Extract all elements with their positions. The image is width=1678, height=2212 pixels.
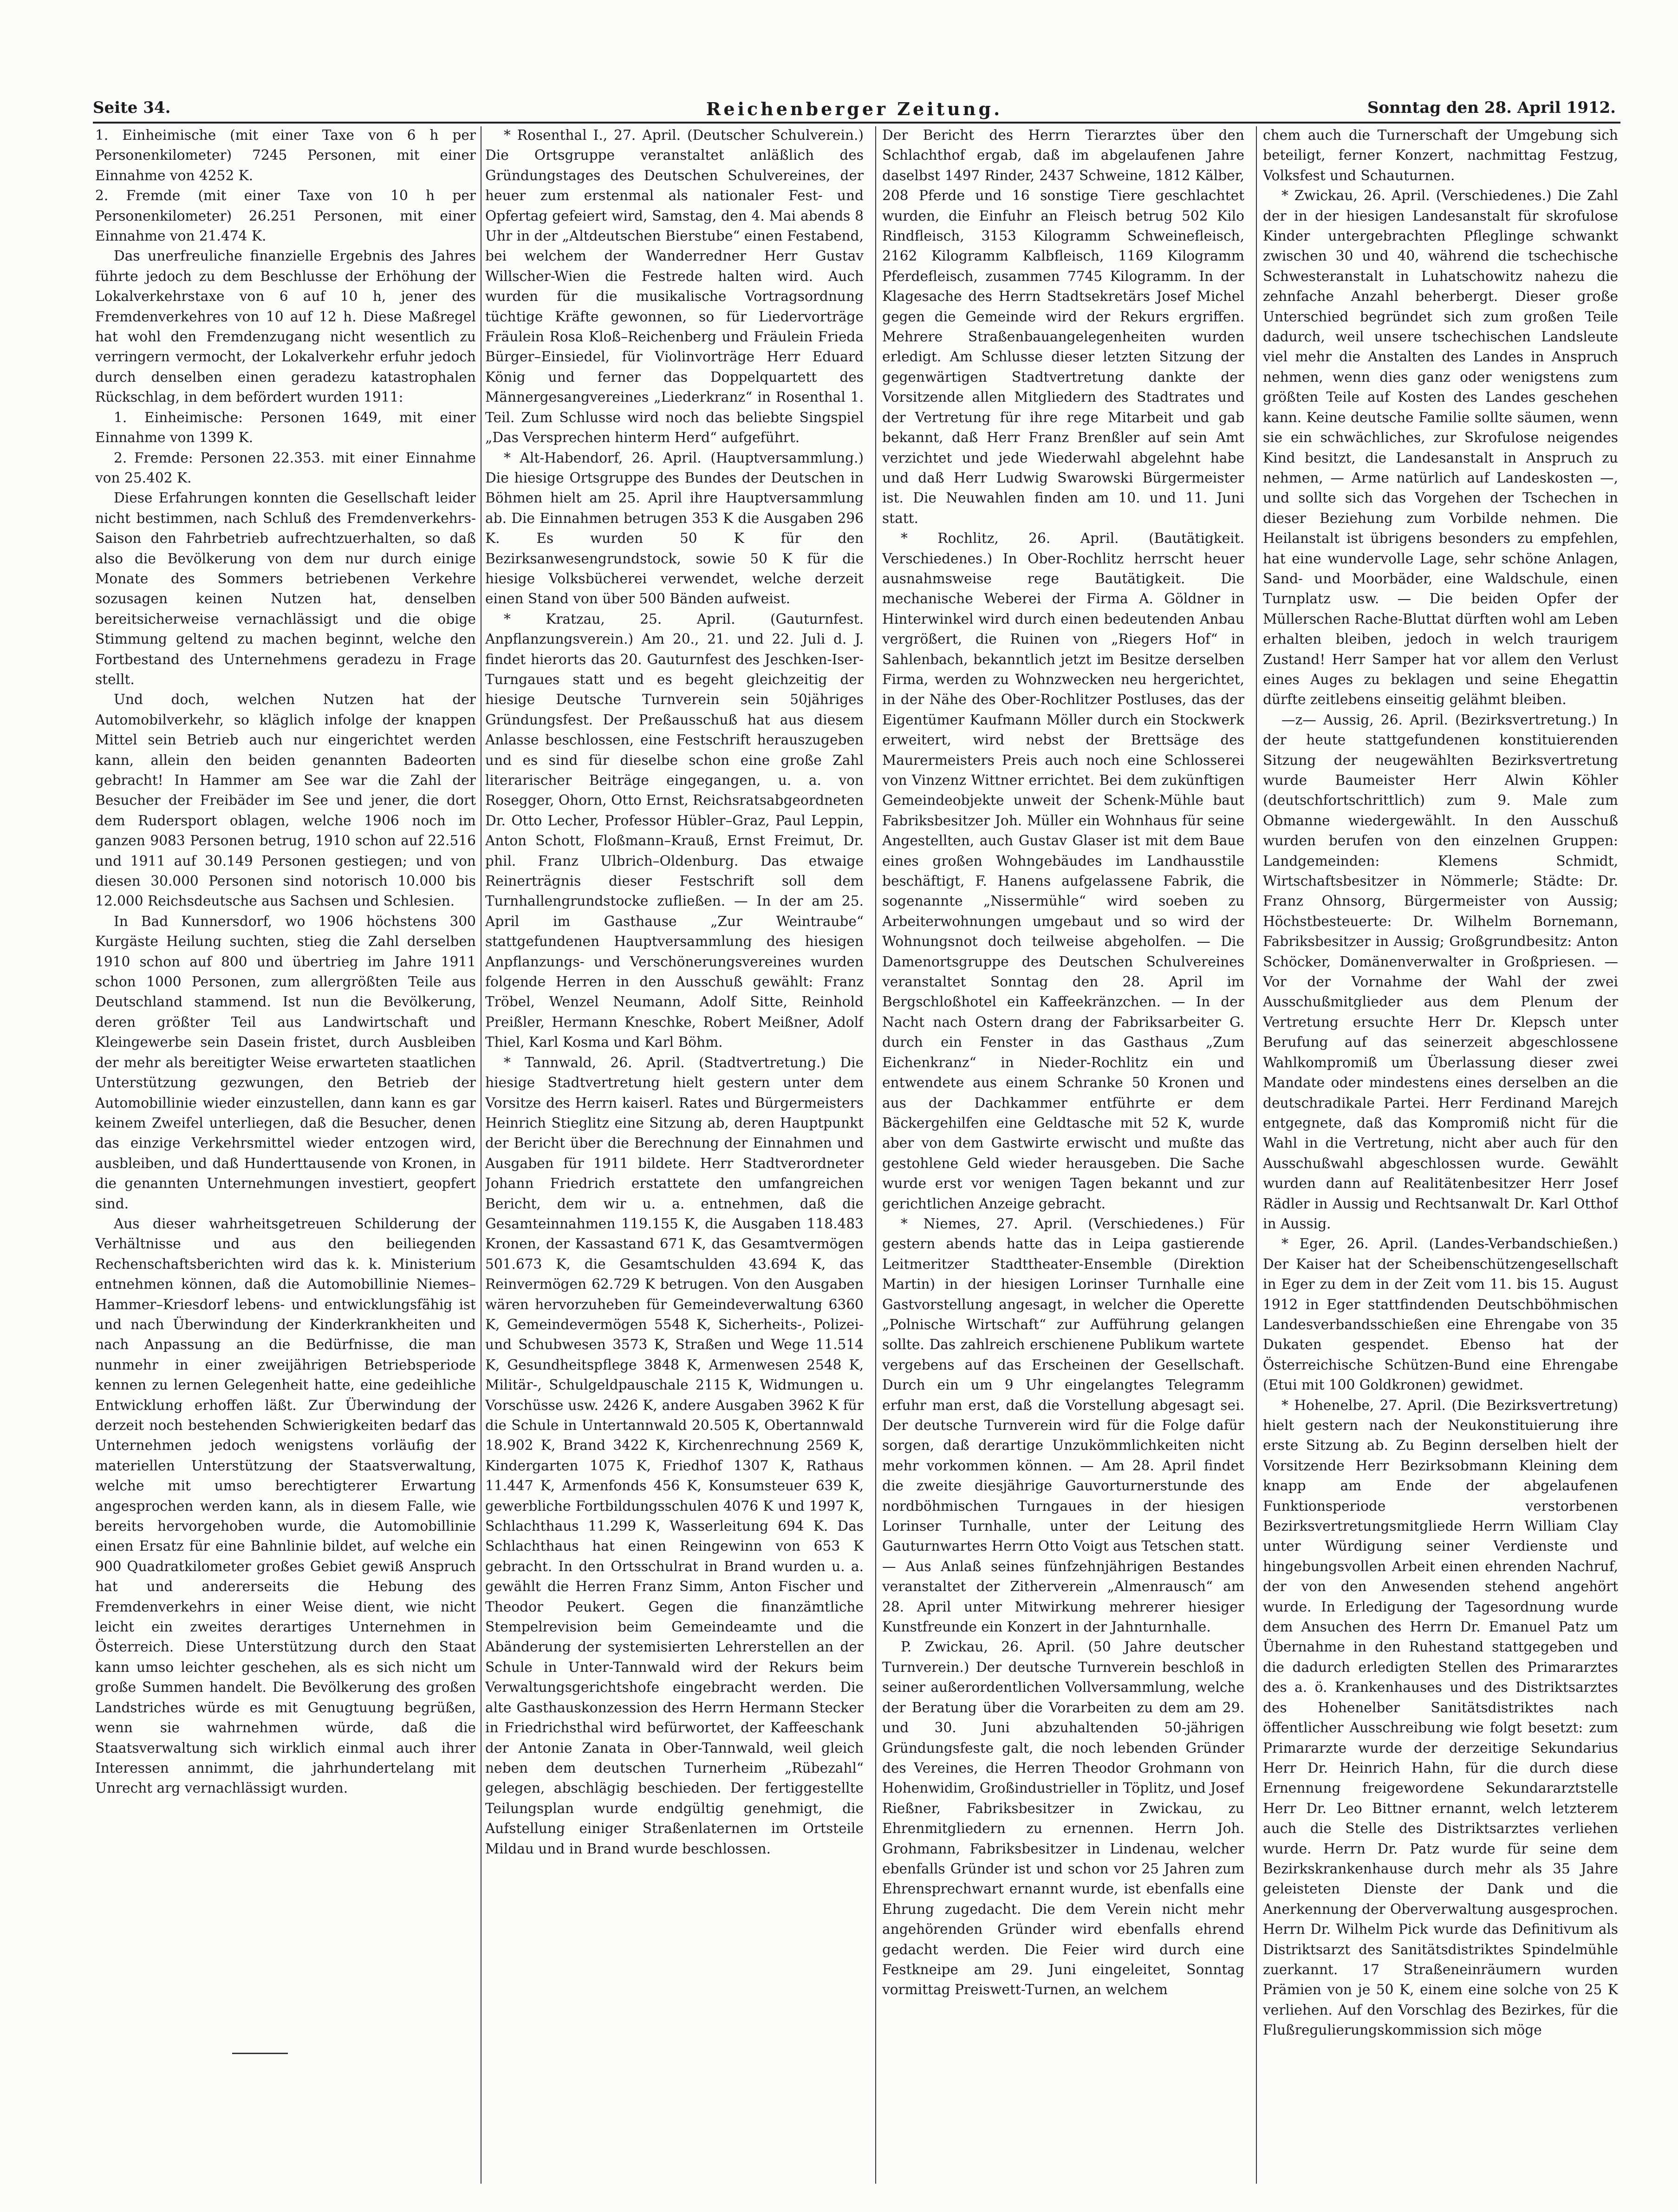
news-item-kratzau: * Kratzau, 25. April. (Gauturnfest. Anpflanzungsverein.) Am 20., 21. und 22. Juli d. J. findet hierorts das 20. Gauturnfest des Jeschken-Iser-Turngaues statt und es begeht gleichzeitig der hiesige Deutsche Turnverein sein 50jähriges Gründungsfest. Der Preßausschuß hat aus diesem Anlasse beschlossen, eine Festschrift herauszugeben und es sind für dieselbe schon eine große Zahl literarischer Beiträge eingegangen, u. a. von Rosegger, Ohorn, Otto Ernst, Reichsratsabgeordneten Dr. Otto Lecher, Professor Hübler–Graz, Paul Leppin, Anton Schott, Floßmann–Krauß, Ernst Freimut, Dr. phil. Franz Ulbrich–Oldenburg. Das etwaige Reinerträgnis dieser Festschrift soll dem Turnhallengrundstocke zufließen. — In der am 25. April im Gasthause „Zur Weintraube“ stattgefundenen Hauptversammlung des hiesigen Anpflanzungs- und Verschönerungsvereines wurden folgende Herren in den Ausschuß gewählt: Franz Tröbel, Wenzel Neumann, Adolf Sitte, Reinhold Preißler, Hermann Kneschke, Robert Meißner, Adolf Thiel, Karl Kosma und Karl Böhm. [485, 611, 864, 1051]
column-2 [485, 125, 864, 2178]
paragraph: Diese Erfahrungen konnten die Gesellschaft leider nicht bestimmen, nach Schluß des Fremdenverkehrs-Saison den Fahrbetrieb aufrechtzuerhalten, so daß also die Bevölkerung von dem nur durch einige Monate des Sommers betriebenen Verkehre sozusagen keinen Nutzen hat, denselben bereitsicherweise vernachlässigt und die obige Stimmung geltend zu machen beginnt, welche den Fortbestand des Unternehmens geradezu in Frage stellt. [95, 490, 476, 687]
paragraph: Das unerfreuliche finanzielle Ergebnis des Jahres führte jedoch zu dem Beschlusse der Erhöhung der Lokalverkehrstaxe von 6 auf 10 h, jener des Fremdenverkehres von 10 auf 12 h. Diese Maßregel hat wohl den Fremdenzugang nicht wesentlich zu verringern vermocht, der Lokalverkehr erfuhr jedoch durch denselben einen geradezu katastrophalen Rückschlag, in dem befördert wurden 1911: [95, 248, 476, 405]
column-1 [95, 125, 476, 2178]
news-item-tannwald: * Tannwald, 26. April. (Stadtvertretung.) Die hiesige Stadtvertretung hielt gestern unter dem Vorsitze des Herrn kaiserl. Rates und Bürgermeisters Heinrich Stieglitz eine Sitzung ab, deren Hauptpunkt der Bericht über die Berechnung der Einnahmen und Ausgaben für 1911 bildete. Herr Stadtverordneter Johann Friedrich erstattete den umfangreichen Bericht, dem wir u. a. entnehmen, daß die Gesamteinnahmen 119.155 K, die Ausgaben 118.483 Kronen, der Kassastand 671 K, das Gesamtvermögen 501.673 K, die Gesamtschulden 43.694 K, das Reinvermögen 62.729 K betrugen. Von den Ausgaben wären hervorzuheben für Gemeindeverwaltung 6360 K, Gemeindevermögen 5548 K, Sicherheits-, Polizei- und Schubwesen 3573 K, Straßen und Wege 11.514 K, Gesundheitspflege 3848 K, Armenwesen 2548 K, Militär-, Schulgeldpauschale 2115 K, Widmungen u. Vorschüsse usw. 2426 K, andere Ausgaben 3962 K für die Schule in Untertannwald 20.505 K, Obertannwald 18.902 K, Brand 3422 K, Kirchenrechnung 2569 K, Kindergarten 1075 K, Friedhof 1307 K, Rathaus 11.447 K, Armenfonds 456 K, Konsumsteuer 639 K, gewerbliche Fortbildungsschulen 4076 K und 1997 K, Schlachthaus 11.299 K, Wasserleitung 694 K. Das Schlachthaus hat einen Reingewinn von 653 K gebracht. In den Ortsschulrat in Brand wurden u. a. gewählt die Herren Franz Simm, Anton Fischer und Theodor Peukert. Gegen die finanzämtliche Stempelrevision beim Gemeindeamte und die Abänderung der systemisierten Lehrerstellen an der Schule in Unter-Tannwald wird der Rekurs beim Verwaltungsgerichtshofe eingebracht werden. Die alte Gasthauskonzession des Herrn Hermann Stecker in Friedrichsthal wird befürwortet, der Kaffeeschank der Antonie Zanata in Ober-Tannwald, weil gleich neben dem deutschen Turnerheim „Rübezahl“ gelegen, abschlägig beschieden. Der fertiggestellte Teilungsplan wurde endgültig genehmigt, die Aufstellung einiger Straßenlaternen im Ortsteile Mildau und in Brand wurde beschlossen. [485, 1054, 864, 1857]
masthead-title: Reichenberger Zeitung. [706, 98, 1003, 119]
news-item-hohenelbe: * Hohenelbe, 27. April. (Die Bezirksvertretung) hielt gestern nach der Neukonstituierung ihre erste Sitzung ab. Zu Beginn derselben hielt der Vorsitzende Herr Bezirksobmann Kleining dem knapp am Ende der abgelaufenen Funktionsperiode verstorbenen Bezirksvertretungsmitgliede Herrn William Clay unter Würdigung seiner Verdienste und hingebungsvollen Arbeit einen ehrenden Nachruf, der von den Anwesenden stehend angehört wurde. In Erledigung der Tagesordnung wurde dem Ansuchen des Herrn Dr. Emanuel Patz um Übernahme in den Ruhestand stattgegeben und die dadurch erledigten Stellen des Primararztes des a. ö. Krankenhauses und des Distriktsarztes des Hohenelber Sanitätsdistriktes nach öffentlicher Ausschreibung wie folgt besetzt: zum Primararzte wurde der derzeitige Sekundarius Herr Dr. Heinrich Hahn, für die durch diese Ernennung freigewordene Sekundararztstelle Herr Dr. Leo Bittner ernannt, welch letzterem auch die Stelle des Distriktsarztes verliehen wurde. Herrn Dr. Patz wurde für seine dem Bezirkskrankenhause durch mehr als 35 Jahre geleisteten Dienste der Dank und die Anerkennung der Oberverwaltung ausgesprochen. Herrn Dr. Wilhelm Pick wurde das Definitivum als Distriktsarzt des Sanitätsdistriktes Spindelmühle zuerkannt. 17 Straßeneinräumern wurden Prämien von je 50 K, einem eine solche von 25 K verliehen. Auf den Vorschlag des Bezirkes, für die Flußregulierungskommission sich möge [1263, 1397, 1618, 2038]
news-item-aussig: —z— Aussig, 26. April. (Bezirksvertretung.) In der heute stattgefundenen konstituierenden Sitzung der neugewählten Bezirksvertretung wurde Baumeister Herr Alwin Köhler (deutschfortschrittlich) zum 9. Male zum Obmanne wiedergewählt. In den Ausschuß wurden berufen von den einzelnen Gruppen: Landgemeinden: Klemens Schmidt, Wirtschaftsbesitzer in Nömmerle; Städte: Dr. Franz Ohnsorg, Bürgermeister von Aussig; Höchstbesteuerte: Dr. Wilhelm Bornemann, Fabriksbesitzer in Aussig; Großgrundbesitz: Anton Schöcker, Domänenverwalter in Großpriesen. — Vor der Vornahme der Wahl der zwei Ausschußmitglieder aus dem Plenum der Vertretung ersuchte Herr Dr. Klepsch unter Berufung auf das seinerzeit abgeschlossene Wahlkompromiß um Überlassung dieser zwei Mandate oder mindestens eines derselben an die deutschradikale Partei. Herr Ferdinand Marejch entgegnete, daß das Kompromiß nicht für die Wahl in die Vertretung, nicht aber auch für den Ausschußwahl abgeschlossen wurde. Gewählt wurden dann auf Realitätenbesitzer Herr Josef Rädler in Aussig und Rechtsanwalt Dr. Karl Otthof in Aussig. [1263, 711, 1618, 1232]
column-divider [875, 126, 876, 2184]
paragraph: In Bad Kunnersdorf, wo 1906 höchstens 300 Kurgäste Heilung suchten, stieg die Zahl derselben 1910 schon auf 800 und übertrieg im Jahre 1911 schon 1000 Personen, zum allergrößten Teile aus Deutschland stammend. Ist nun die Bevölkerung, deren größter Teil aus Landwirtschaft und Kleingewerbe sein Dasein fristet, durch Ausbleiben der mehr als bereitigter Weise erwarteten staatlichen Unterstützung gezwungen, den Betrieb der Automobillinie wieder einzustellen, dann kann es gar keinem Zweifel unterliegen, daß die Besucher, denen das einzige Verkehrsmittel wieder entzogen wird, ausbleiben, und daß Hunderttausende von Kronen, in die genannten Unternehmungen investiert, geopfert sind. [95, 913, 476, 1212]
paragraph: Aus dieser wahrheitsgetreuen Schilderung der Verhältnisse und aus den beiliegenden Rechenschaftsberichten wird das k. k. Ministerium entnehmen können, daß die Automobillinie Niemes–Hammer–Kriesdorf lebens- und entwicklungsfähig ist und nach Überwindung der Kinderkrankheiten und nach Anpassung an die Bedürfnisse, die man nunmehr in einer zweijährigen Betriebsperiode kennen zu lernen Gelegenheit hatte, eine gedeihliche Entwicklung erhoffen läßt. Zur Überwindung der derzeit noch bestehenden Schwierigkeiten bedarf das Unternehmen jedoch wenigstens vorläufig der materiellen Unterstützung der Staatsverwaltung, welche mit umso berechtigterer Erwartung angesprochen werden kann, als in diesem Falle, wie bereits hervorgehoben wurde, die Automobillinie einen Ersatz für eine Bahnlinie bildet, auf welche ein 900 Quadratkilometer großes Gebiet gewiß Anspruch hat und andererseits die Hebung des Fremdenverkehrs in einer Weise dient, wie nicht leicht ein zweites derartiges Unternehmen in Österreich. Diese Unterstützung durch den Staat kann umso leichter geschehen, als es sich nicht um große Summen handelt. Die Bevölkerung des großen Landstriches würde es mit Genugtuung begrüßen, wenn sie wahrnehmen würde, daß die Staatsverwaltung sich wirklich einmal auch ihrer Interessen annimmt, die jahrhundertelang mit Unrecht arg vernachlässigt wurden. [95, 1215, 476, 1796]
column-divider [1256, 126, 1257, 2184]
issue-date: Sonntag den 28. April 1912. [1367, 98, 1616, 117]
news-item-zwickau-turnverein: P. Zwickau, 26. April. (50 Jahre deutscher Turnverein.) Der deutsche Turnverein beschloß in seiner außerordentlichen Vollversammlung, welche der Beratung über die Vorarbeiten zu dem am 29. und 30. Juni abzuhaltenden 50-jährigen Gründungsfeste galt, die noch lebenden Gründer des Vereines, die Herren Theodor Grohmann von Hohenwidim, Großindustrieller in Töplitz, und Josef Rießner, Fabriksbesitzer in Zwickau, zu Ehrenmitgliedern zu ernennen. Herrn Joh. Grohmann, Fabriksbesitzer in Lindenau, welcher ebenfalls Gründer ist und schon vor 25 Jahren zum Ehrensprechwart ernannt wurde, ist ebenfalls eine Ehrung zugedacht. Die dem Verein nicht mehr angehörenden Gründer wird ebenfalls ehrend gedacht werden. Die Feier wird durch eine Festkneipe am 29. Juni eingeleitet, Sonntag vormittag Preiswett-Turnen, an welchem [882, 1639, 1244, 1998]
news-item-alt-habendorf: * Alt-Habendorf, 26. April. (Hauptversammlung.) Die hiesige Ortsgruppe des Bundes der Deutschen in Böhmen hielt am 25. April ihre Hauptversammlung ab. Die Einnahmen betrugen 353 K die Ausgaben 296 K. Es wurden 50 K für den Bezirksanwesengrundstock, sowie 50 K für die hiesige Volksbücherei verwendet, welche derzeit einen Stand von über 500 Bänden aufweist. [485, 450, 864, 607]
news-item-zwickau: * Zwickau, 26. April. (Verschiedenes.) Die Zahl der in der hiesigen Landesanstalt für skrofulose Kinder untergebrachten Pfleglinge schwankt zwischen 30 und 40, während die tschechische Schwesteranstalt in Luhatschowitz nahezu die zehnfache Anzahl beherbergt. Dieser große Unterschied begründet sich zum großen Teile dadurch, weil unsere tschechischen Landsleute viel mehr die Anstalten des Landes in Anspruch nehmen, wenn dies ganz oder wenigstens zum größten Teile auf Kosten des Landes geschehen kann. Keine deutsche Familie sollte säumen, wenn sie ein schwächliches, zur Skrofulose neigendes Kind besitzt, die Landesanstalt in Anspruch zu nehmen, — Arme natürlich auf Landeskosten —, und sollte sich das Vorgehen der Tschechen in dieser Beziehung zum Vorbilde nehmen. Die Heilanstalt ist übrigens besonders zu empfehlen, hat eine wundervolle Lage, sehr schöne Anlagen, Sand- und Moorbäder, eine Waldschule, einen Turnplatz usw. — Die beiden Opfer der Müllerschen Rache-Bluttat dürften wohl am Leben erhalten bleiben, jedoch in welch traurigem Zustand! Herr Samper hat vor allem den Verlust eines Auges zu beklagen und seine Ehegattin dürfte zeitlebens einseitig gelähmt bleiben. [1263, 188, 1618, 708]
header-rule [93, 122, 1620, 124]
news-item-eger: * Eger, 26. April. (Landes-Verbandschießen.) Der Kaiser hat der Scheibenschützengesellschaft in Eger zu dem in der Zeit vom 11. bis 15. August 1912 in Eger stattfindenden Deutschböhmischen Landesverbandsschießen eine Ehrengabe von 35 Dukaten gespendet. Ebenso hat der Österreichische Schützen-Bund eine Ehrengabe (Etui mit 100 Goldkronen) gewidmet. [1263, 1236, 1618, 1393]
paragraph: 1. Einheimische (mit einer Taxe von 6 h per Personenkilometer) 7245 Personen, mit einer Einnahme von 4252 K. [95, 127, 476, 183]
page-number: Seite 34. [93, 98, 171, 117]
paragraph: Und doch, welchen Nutzen hat der Automobilverkehr, so kläglich infolge der knappen Mittel sein Betrieb auch nur eingerichtet werden kann, allein den beiden genannten Badeorten gebracht! In Hammer am See war die Zahl der Besucher der Freibäder im See und jener, die dort dem Rudersport oblagen, welche 1906 noch im ganzen 9083 Personen betrug, 1910 schon auf 22.516 und 1911 auf 30.149 Personen gestiegen; und von diesen 30.000 Personen sind notorisch 10.000 bis 12.000 Reichsdeutsche aus Sachsen und Schlesien. [95, 692, 476, 909]
column-4 [1263, 125, 1618, 2178]
column-3 [882, 125, 1244, 2178]
paragraph: 2. Fremde (mit einer Taxe von 10 h per Personenkilometer) 26.251 Personen, mit einer Einnahme von 21.474 K. [95, 188, 476, 244]
article-end-rule [232, 2053, 288, 2054]
news-item-niemes: * Niemes, 27. April. (Verschiedenes.) Für gestern abends hatte das in Leipa gastierende Leitmeritzer Stadttheater-Ensemble (Direktion Martin) in der hiesigen Lorinser Turnhalle eine Gastvorstellung angesagt, in welcher die Operette „Polnische Wirtschaft“ zur Aufführung gelangen sollte. Das zahlreich erschienene Publikum wartete vergebens auf das Erscheinen der Gesellschaft. Durch ein um 9 Uhr eingelangtes Telegramm erfuhr man erst, daß die Vorstellung abgesagt sei. Der deutsche Turnverein wird für die Folge dafür sorgen, daß derartige Unzukömmlichkeiten nicht mehr vorkommen können. — Am 28. April findet die zweite diesjährige Gauvorturnerstunde des nordböhmischen Turngaues in der hiesigen Lorinser Turnhalle, unter der Leitung des Gauturnwartes Herrn Otto Voigt aus Tetschen statt. — Aus Anlaß seines fünfzehnjährigen Bestandes veranstaltet der Zitherverein „Almenrausch“ am 28. April unter Mitwirkung mehrerer hiesiger Kunstfreunde ein Konzert in der Jahnturnhalle. [882, 1215, 1244, 1635]
news-item-rosenthal: * Rosenthal I., 27. April. (Deutscher Schulverein.) Die Ortsgruppe veranstaltet anläßlich des Gründungstages des Deutschen Schulvereines, der heuer zum erstenmal als nationaler Fest- und Opfertag gefeiert wird, Samstag, den 4. Mai abends 8 Uhr in der „Altdeutschen Bierstube“ einen Festabend, bei welchem der Wanderredner Herr Gustav Willscher-Wien die Festrede halten wird. Auch wurden für die musikalische Vortragsordnung tüchtige Kräfte gewonnen, so für Liedervorträge Fräulein Rosa Kloß–Reichenberg und Fräulein Frieda Bürger–Einsiedel, für Violinvorträge Herr Eduard König und ferner das Doppelquartett des Männergesangvereines „Liederkranz“ in Rosenthal 1. Teil. Zum Schlusse wird noch das beliebte Singspiel „Das Versprechen hinterm Herd“ aufgeführt. [485, 127, 864, 446]
news-item-continued: chem auch die Turnerschaft der Umgebung sich beteiligt, ferner Konzert, nachmittag Festzug, Volksfest und Schauturnen. [1263, 127, 1618, 183]
paragraph: 2. Fremde: Personen 22.353. mit einer Einnahme von 25.402 K. [95, 450, 476, 486]
paragraph: 1. Einheimische: Personen 1649, mit einer Einnahme von 1399 K. [95, 409, 476, 446]
news-item-continued: Der Bericht des Herrn Tierarztes über den Schlachthof ergab, daß im abgelaufenen Jahre daselbst 1497 Rinder, 2437 Schweine, 1812 Kälber, 208 Pferde und 16 sonstige Tiere geschlachtet wurden, die Einfuhr an Fleisch betrug 502 Kilo Rindfleisch, 3153 Kilogramm Schweinefleisch, 2162 Kilogramm Kalbfleisch, 1169 Kilogramm Pferdefleisch, zusammen 7745 Kilogramm. In der Klagesache des Herrn Stadtsekretärs Josef Michel gegen die Gemeinde wird der Rekurs ergriffen. Mehrere Straßenbauangelegenheiten wurden erledigt. Am Schlusse dieser letzten Sitzung der gegenwärtigen Stadtvertretung dankte der Vorsitzende allen Mitgliedern des Stadtrates und der Vertretung für ihre rege Mitarbeit und gab bekannt, daß Herr Franz Brenßler auf sein Amt verzichtet und jede Wiederwahl abgelehnt habe und daß Herr Ludwig Swarowski Bürgermeister ist. Die Neuwahlen finden am 10. und 11. Juni statt. [882, 127, 1244, 526]
news-item-rochlitz: * Rochlitz, 26. April. (Bautätigkeit. Verschiedenes.) In Ober-Rochlitz herrscht heuer ausnahmsweise rege Bautätigkeit. Die mechanische Weberei der Firma A. Göldner in Hinterwinkel wird durch einen bedeutenden Anbau vergrößert, die Ruinen von „Riegers Hof“ in Sahlenbach, bekanntlich jetzt im Besitze derselben Firma, werden zu Wohnzwecken neu hergerichtet, in der Nähe des Ober-Rochlitzer Postluses, das der Eigentümer Kaufmann Möller durch ein Stockwerk erweitert, wird nebst der Brettsäge des Maurermeisters Preis auch noch eine Schlosserei von Vinzenz Wittner errichtet. Bei dem zukünftigen Gemeindeobjekte unweit der Schenk-Mühle baut Fabriksbesitzer Joh. Müller ein Wohnhaus für seine Angestellten, auch Gustav Glaser ist mit dem Baue eines großen Wohngebäudes im Landhausstile beschäftigt, F. Hanens aufgelassene Fabrik, die sogenannte „Nissermühle“ wird soeben zu Arbeiterwohnungen umgebaut und so wird der Wohnungsnot doch teilweise abgeholfen. — Die Damenortsgruppe des Deutschen Schulvereines veranstaltet Sonntag den 28. April im Bergschloßhotel ein Kaffeekränzchen. — In der Nacht nach Ostern drang der Fabriksarbeiter G. durch ein Fenster in das Gasthaus „Zum Eichenkranz“ in Nieder-Rochlitz ein und entwendete aus einem Schranke 50 Kronen und aus der Dachkammer entführte er dem Bäckergehilfen eine Geldtasche mit 52 K, wurde aber von dem Gastwirte erwischt und mußte das gestohlene Geld wieder herausgeben. Die Sache wurde erst vor wenigen Tagen bekannt und zur gerichtlichen Anzeige gebracht. [882, 530, 1244, 1212]
